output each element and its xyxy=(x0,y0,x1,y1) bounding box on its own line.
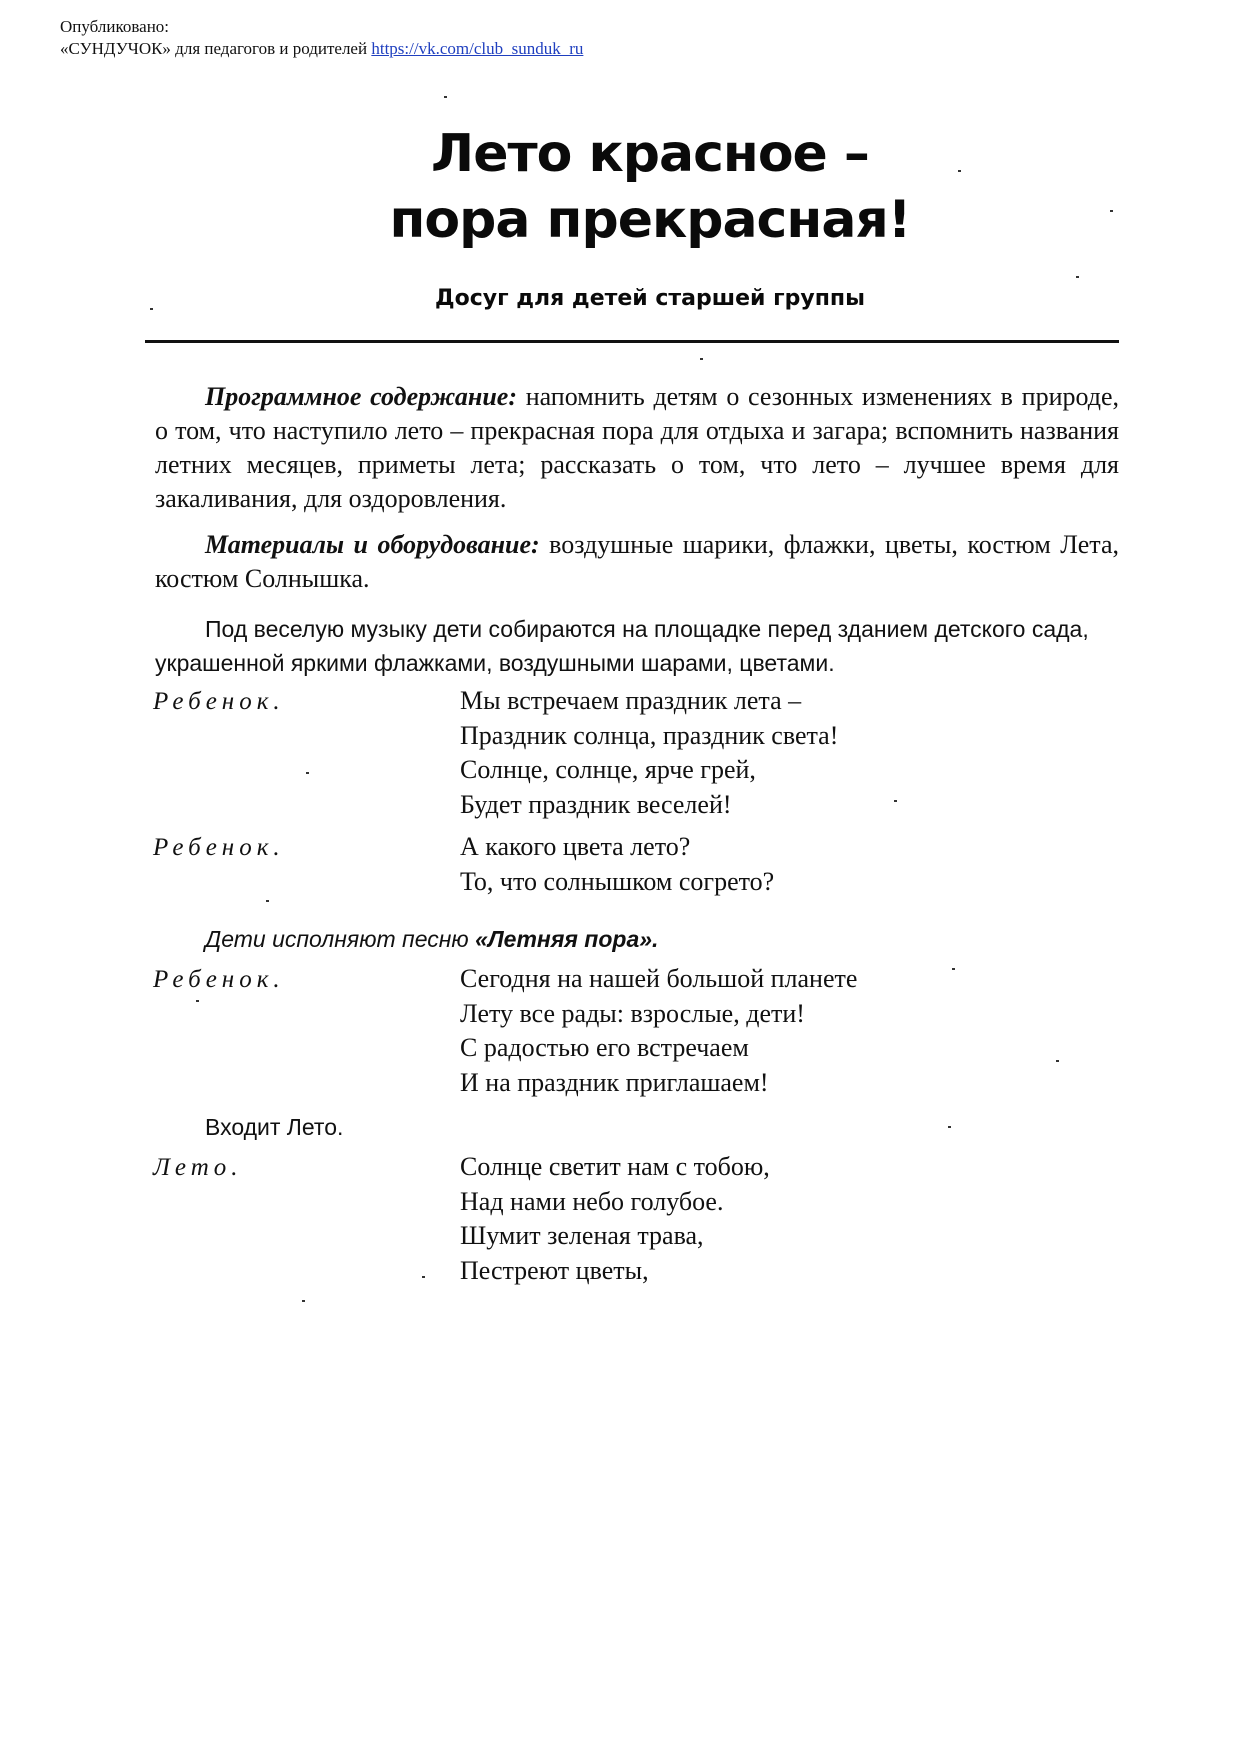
verse-line: Солнце, солнце, ярче грей, xyxy=(460,755,756,784)
materials-label: Материалы и оборудование: xyxy=(205,530,540,559)
song-title: «Летняя пора». xyxy=(475,926,659,952)
scan-speck xyxy=(422,1276,425,1278)
scan-speck xyxy=(894,800,897,802)
publisher-link[interactable]: https://vk.com/club_sunduk_ru xyxy=(371,39,584,58)
materials-paragraph xyxy=(155,528,1119,596)
verse-line: Над нами небо голубое. xyxy=(460,1186,724,1216)
verse-line: Лету все рады: взрослые, дети! xyxy=(460,998,805,1028)
publisher-name: «СУНДУЧОК» для педагогов и родителей xyxy=(60,39,372,58)
speaker-2: Ребенок. xyxy=(153,834,285,861)
scan-speck xyxy=(266,900,269,902)
verse-line: Сегодня на нашей большой планете xyxy=(460,964,858,993)
scan-speck xyxy=(306,772,309,774)
scan-speck xyxy=(1076,276,1079,278)
stage-direction-3: Входит Лето. xyxy=(205,1114,344,1140)
scan-speck xyxy=(958,170,961,172)
publication-header xyxy=(60,16,583,60)
publisher-line xyxy=(60,38,583,60)
scan-speck xyxy=(1110,210,1113,212)
speaker-4: Лето. xyxy=(153,1154,243,1181)
scan-speck xyxy=(948,1126,951,1128)
stage-direction-1: Под веселую музыку дети собираются на площадке перед зданием детского сада, украшенной яркими флажками, воздушными шарами, цветами. xyxy=(155,616,1089,676)
verse-line: Солнце светит нам с тобою, xyxy=(460,1152,770,1181)
stage-direction-2 xyxy=(155,922,1119,956)
program-text: напомнить детям о сезонных изменениях в природе, о том, что наступило лето – прекрасная пора для отдыха и загара; вспомнить названия летних месяцев, приметы лета; рассказать о том, что лето – лучшее время для закаливания, для оздоровления. xyxy=(155,382,1119,513)
program-paragraph xyxy=(155,380,1119,516)
verse-line: И на праздник приглашаем! xyxy=(460,1067,769,1097)
verse-line: Будет праздник веселей! xyxy=(460,789,732,819)
title-line-1: Лето красное – xyxy=(431,124,869,184)
subtitle: Досуг для детей старшей группы xyxy=(435,286,865,311)
verse-4 xyxy=(460,1150,770,1288)
scan-speck xyxy=(150,308,153,310)
verse-2 xyxy=(460,830,774,899)
scan-speck xyxy=(302,1300,305,1302)
program-label: Программное содержание: xyxy=(205,382,517,411)
scan-speck xyxy=(1056,1060,1059,1062)
scan-speck xyxy=(196,1000,199,1002)
verse-line: А какого цвета лето? xyxy=(460,832,691,861)
verse-line: Мы встречаем праздник лета – xyxy=(460,686,802,715)
verse-line: С радостью его встречаем xyxy=(460,1033,749,1062)
verse-line: Шумит зеленая трава, xyxy=(460,1221,704,1250)
verse-line: Пестреют цветы, xyxy=(460,1255,649,1285)
verse-line: То, что солнышком согрето? xyxy=(460,866,775,896)
song-intro: Дети исполняют песню xyxy=(205,926,476,952)
title-line-2: пора прекрасная! xyxy=(389,190,911,250)
published-label: Опубликовано: xyxy=(60,17,170,36)
materials-text: воздушные шарики, флажки, цветы, костюм Лета, костюм Солнышка. xyxy=(155,530,1119,593)
speaker-1: Ребенок. xyxy=(153,688,285,715)
verse-1 xyxy=(460,684,838,822)
scan-speck xyxy=(700,358,703,360)
scan-speck xyxy=(952,968,955,970)
scan-speck xyxy=(444,96,447,98)
verse-3 xyxy=(460,962,857,1100)
speaker-3: Ребенок. xyxy=(153,966,285,993)
title-divider xyxy=(145,340,1119,343)
verse-line: Праздник солнца, праздник света! xyxy=(460,720,839,750)
